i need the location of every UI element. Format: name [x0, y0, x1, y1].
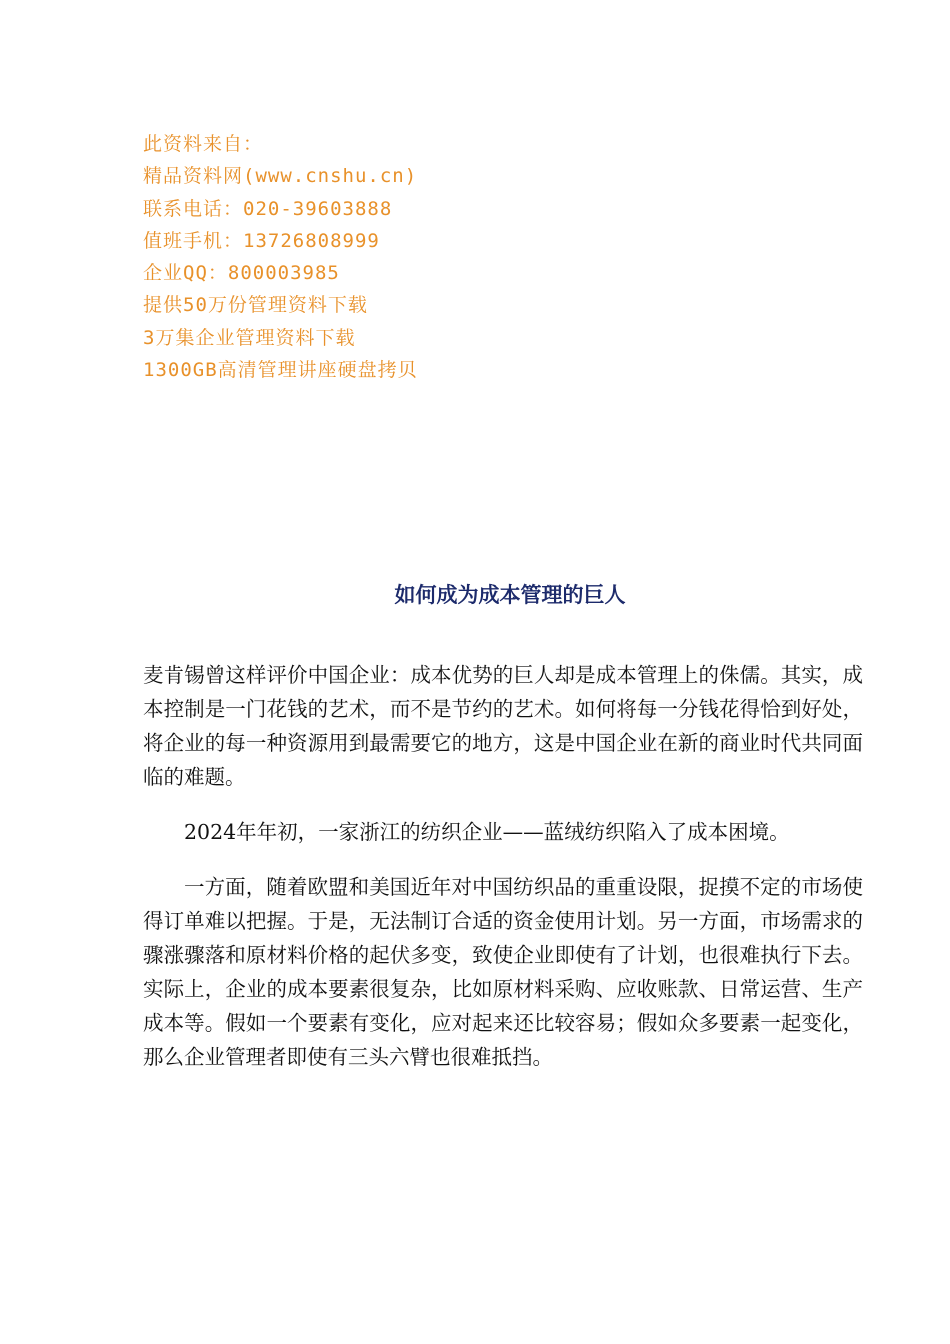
- source-info-block: [143, 128, 743, 386]
- paragraph: 一方面，随着欧盟和美国近年对中国纺织品的重重设限，捉摸不定的市场使得订单难以把握。于是，无法制订合适的资金使用计划。另一方面，市场需求的骤涨骤落和原材料价格的起伏多变，致使企业即使有了计划，也很难执行下去。实际上，企业的成本要素很复杂，比如原材料采购、应收账款、日常运营、生产成本等。假如一个要素有变化，应对起来还比较容易；假如众多要素一起变化，那么企业管理者即使有三头六臂也很难抵挡。: [143, 875, 863, 1069]
- source-line-website: 精品资料网(www.cnshu.cn): [143, 165, 418, 188]
- article-body: [143, 658, 863, 1095]
- source-line-phone: 联系电话：020-39603888: [143, 197, 393, 220]
- source-line: 提供50万份管理资料下载: [143, 294, 368, 317]
- paragraph: 麦肯锡曾这样评价中国企业：成本优势的巨人却是成本管理上的侏儒。其实，成本控制是一门花钱的艺术，而不是节约的艺术。如何将每一分钱花得恰到好处，将企业的每一种资源用到最需要它的地方，这是中国企业在新的商业时代共同面临的难题。: [143, 663, 863, 789]
- source-line: 1300GB高清管理讲座硬盘拷贝: [143, 359, 418, 382]
- source-line: 此资料来自：: [143, 133, 264, 155]
- source-line-qq: 企业QQ：800003985: [143, 262, 340, 285]
- source-line: 3万集企业管理资料下载: [143, 326, 356, 349]
- source-line-mobile: 值班手机：13726808999: [143, 229, 380, 252]
- article-title: 如何成为成本管理的巨人: [394, 583, 626, 607]
- paragraph: 2024年年初，一家浙江的纺织企业——蓝绒纺织陷入了成本困境。: [184, 820, 790, 844]
